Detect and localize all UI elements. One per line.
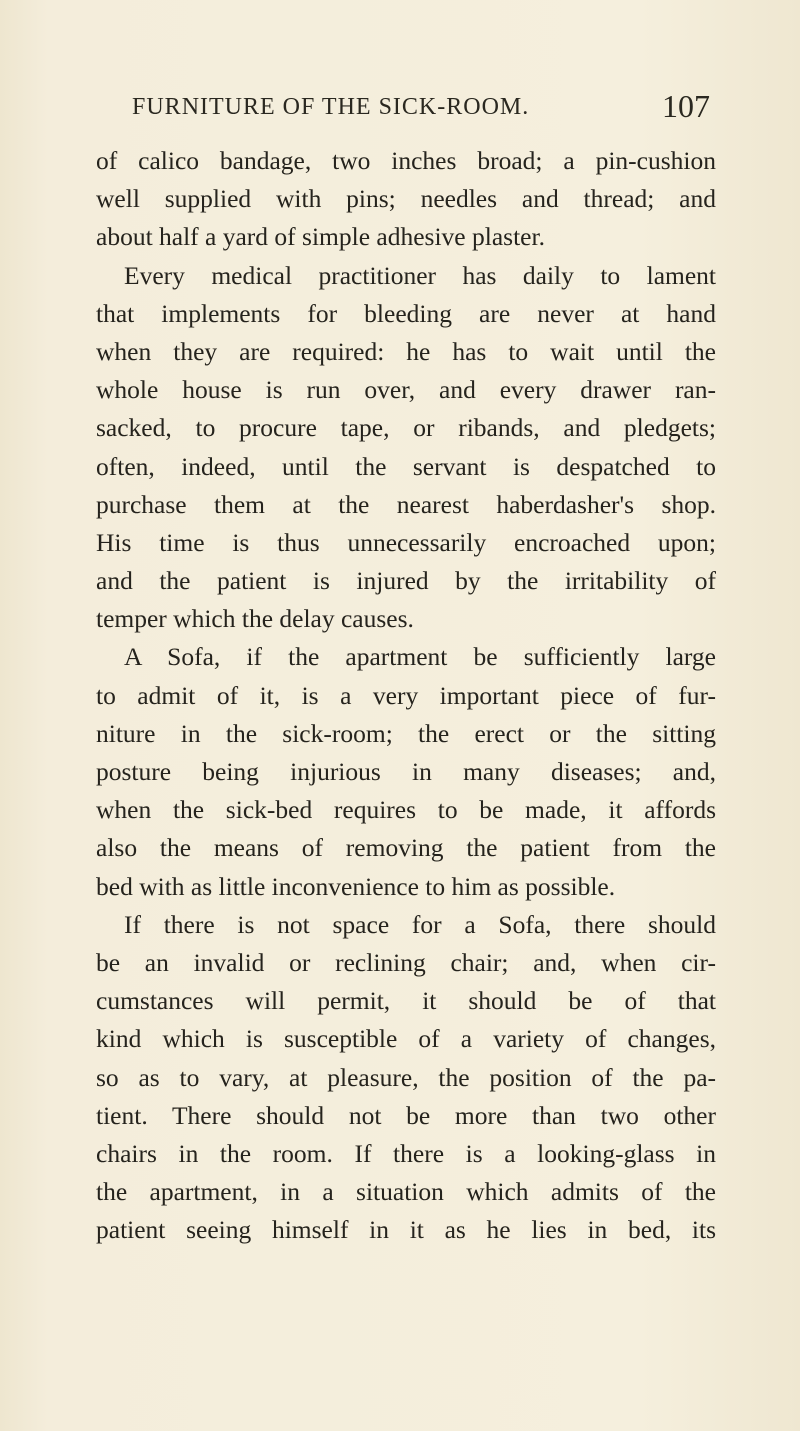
body-text — [96, 142, 716, 1249]
text-line: well supplied with pins; needles and thread; and — [96, 184, 716, 214]
text-line: when they are required: he has to wait until the — [96, 336, 716, 366]
text-line: that implements for bleeding are never at hand — [96, 298, 716, 328]
text-line: whole house is run over, and every drawer ran- — [96, 375, 716, 405]
text-line: If there is not space for a Sofa, there should — [124, 909, 716, 939]
text-line: purchase them at the nearest haberdasher's shop. — [96, 489, 716, 519]
text-line: about half a yard of simple adhesive plaster. — [96, 222, 545, 252]
text-line: cumstances will permit, it should be of that — [96, 986, 716, 1016]
text-line: and the patient is injured by the irritability of — [96, 566, 716, 596]
text-line: His time is thus unnecessarily encroached upon; — [96, 527, 716, 557]
text-line: of calico bandage, two inches broad; a pin-cushion — [96, 146, 716, 175]
text-line: so as to vary, at pleasure, the position of the pa- — [96, 1062, 716, 1092]
page-number: 107 — [662, 88, 710, 124]
text-line: the apartment, in a situation which admits of the — [96, 1177, 716, 1207]
text-line: temper which the delay causes. — [96, 604, 414, 634]
running-title: FURNITURE OF THE SICK-ROOM. — [132, 94, 530, 120]
text-line: be an invalid or reclining chair; and, when cir- — [96, 947, 716, 977]
text-line: sacked, to procure tape, or ribands, and pledgets; — [96, 413, 716, 443]
text-line: chairs in the room. If there is a looking-glass in — [96, 1138, 716, 1168]
text-line: A Sofa, if the apartment be sufficiently large — [124, 642, 716, 672]
text-line: often, indeed, until the servant is despatched to — [96, 451, 716, 481]
text-line: also the means of removing the patient from the — [96, 833, 716, 863]
text-line: kind which is susceptible of a variety of changes, — [96, 1024, 716, 1054]
text-line: when the sick-bed requires to be made, it affords — [96, 795, 716, 825]
text-line: Every medical practitioner has daily to lament — [124, 260, 716, 290]
text-line: bed with as little inconvenience to him as possible. — [96, 871, 616, 901]
running-head — [96, 88, 710, 128]
text-line: patient seeing himself in it as he lies in bed, its — [96, 1215, 716, 1245]
text-line: niture in the sick-room; the erect or the sitting — [96, 718, 716, 748]
text-line: tient. There should not be more than two other — [96, 1100, 716, 1130]
text-line: posture being injurious in many diseases; and, — [96, 757, 716, 786]
text-line: to admit of it, is a very important piece of fur- — [96, 680, 716, 710]
